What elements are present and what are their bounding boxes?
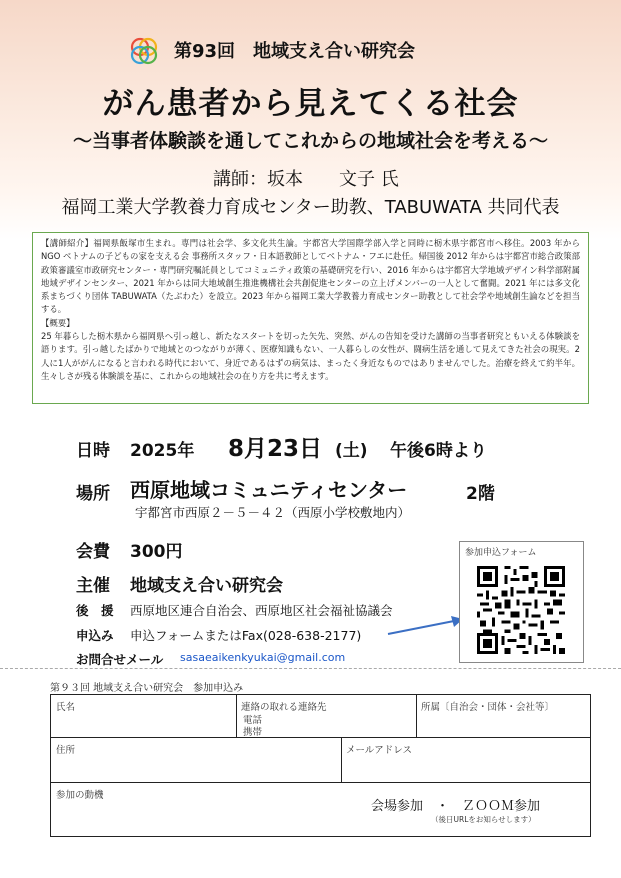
- cut-line: [0, 668, 621, 669]
- bio-summary-text: 25 年暮らした栃木県から福岡県へ引っ越し、新たなスタートを切った矢先、突然、がんの告知を受けた講師の当事者研究ともいえる体験談を語ります。引っ越したばかりで地域とのつながりが薄く、医療知識もない、一人暮らしの女性が、闘病生活を通して見えてきた社会の現実。2人に1人ががんになると言われる時代において、身近であるはずの病気は、まったく身近なものではありませんでした。治療を終えて約半年。生々しさが残る体験談を基に、これからの地域社会の在り方を共に考えます。: [41, 331, 580, 381]
- support-value: 西原地区連合自治会、西原地区社会福祉協議会: [130, 603, 393, 618]
- date-monthday: 8月23日: [228, 436, 323, 462]
- event-number-title: 第93回 地域支え合い研究会: [174, 41, 416, 62]
- lecturer-name: 講師：坂本 文子 氏: [213, 169, 399, 190]
- host-value: 地域支え合い研究会: [130, 576, 283, 596]
- form-divider: [416, 695, 417, 737]
- circles-logo-icon: [129, 36, 159, 66]
- date-weekday: (土): [335, 441, 368, 461]
- form-title: 第９３回 地域支え合い研究会 参加申込み: [50, 683, 244, 694]
- venue-label: 場所: [76, 484, 110, 504]
- date-label: 日時: [76, 441, 110, 461]
- form-address-field[interactable]: 住所: [56, 745, 76, 756]
- venue-floor: 2階: [466, 484, 495, 504]
- bio-intro-text: 福岡県飯塚市生まれ。専門は社会学、多文化共生論。宇都宮大学国際学部入学と同時に栃木県宇都宮市へ移住。2003 年から NGO ベトナムの子どもの家を支える会 事務所スタッフ・日本語教師としてベトナム・フエに赴任。帰国後 2012 年からは宇都宮市総合政策部政策審議室市政研究センター・専門研究嘱託員としてコミュニティ政策の基礎研究を行い、2016 年からは宇都宮大学地域デザイン科学部附属地域デザインセンター、2021 年からは同大地域創生推進機構社会共創促進センターの立上げメンバーの一人として奮闘。2021 年には多文化系まちづくり団体 TABUWATA（たぶわた）を設立。2023 年から福岡工業大学教養力育成センター助教として社会学や地域創生論などを担当する。: [41, 238, 580, 315]
- contact-email-link[interactable]: sasaeaikenkyukai@gmail.com: [180, 651, 346, 664]
- apply-value: 申込フォームまたはFax(028-638-2177): [130, 628, 362, 643]
- apply-label: 申込み: [76, 628, 114, 643]
- lecturer-affiliation: 福岡工業大学教養力育成センター助教、TABUWATA 共同代表: [61, 197, 560, 218]
- form-contact-label: 連絡の取れる連絡先: [241, 702, 327, 713]
- fee-label: 会費: [76, 542, 110, 562]
- bio-intro: [41, 237, 580, 317]
- form-motive-field[interactable]: 参加の動機: [56, 790, 104, 801]
- host-label: 主催: [76, 576, 110, 596]
- support-label: 後 援: [76, 603, 114, 618]
- form-divider: [236, 695, 237, 737]
- fee-value: 300円: [130, 542, 183, 562]
- form-phone-field[interactable]: 電話: [243, 715, 263, 726]
- form-divider: [51, 782, 590, 783]
- form-affiliation-field[interactable]: 所属〔自治会・団体・会社等〕: [421, 702, 555, 713]
- venue-name: 西原地域コミュニティセンター: [130, 478, 408, 502]
- form-email-field[interactable]: メールアドレス: [346, 745, 413, 756]
- qr-code-panel[interactable]: [459, 541, 584, 663]
- subtitle: ～当事者体験談を通してこれからの地域社会を考える～: [72, 130, 548, 152]
- lecturer-bio-box: [32, 232, 589, 404]
- contact-label: お問合せメール: [76, 652, 164, 667]
- form-divider: [51, 737, 590, 738]
- venue-address: 宇都宮市西原２－５－４２（西原小学校敷地内）: [135, 505, 411, 520]
- bio-summary-heading: 【概要】: [41, 317, 75, 328]
- date-time: 午後6時より: [390, 441, 487, 461]
- form-attend-options[interactable]: 会場参加 ・ ＺＯＯＭ参加: [371, 799, 541, 814]
- qr-label: 参加申込フォーム: [465, 548, 537, 558]
- arrow-icon: [386, 612, 466, 640]
- form-name-field[interactable]: 氏名: [56, 702, 76, 713]
- form-mobile-field[interactable]: 携帯: [243, 727, 263, 738]
- main-title: がん患者から見えてくる社会: [102, 86, 519, 122]
- date-year: 2025年: [130, 441, 195, 461]
- form-zoom-note: （後日URLをお知らせします）: [431, 815, 536, 824]
- application-form: [50, 694, 591, 837]
- form-divider: [341, 737, 342, 782]
- bio-intro-heading: 【講師紹介】: [41, 238, 94, 248]
- qr-code-icon[interactable]: [477, 566, 565, 654]
